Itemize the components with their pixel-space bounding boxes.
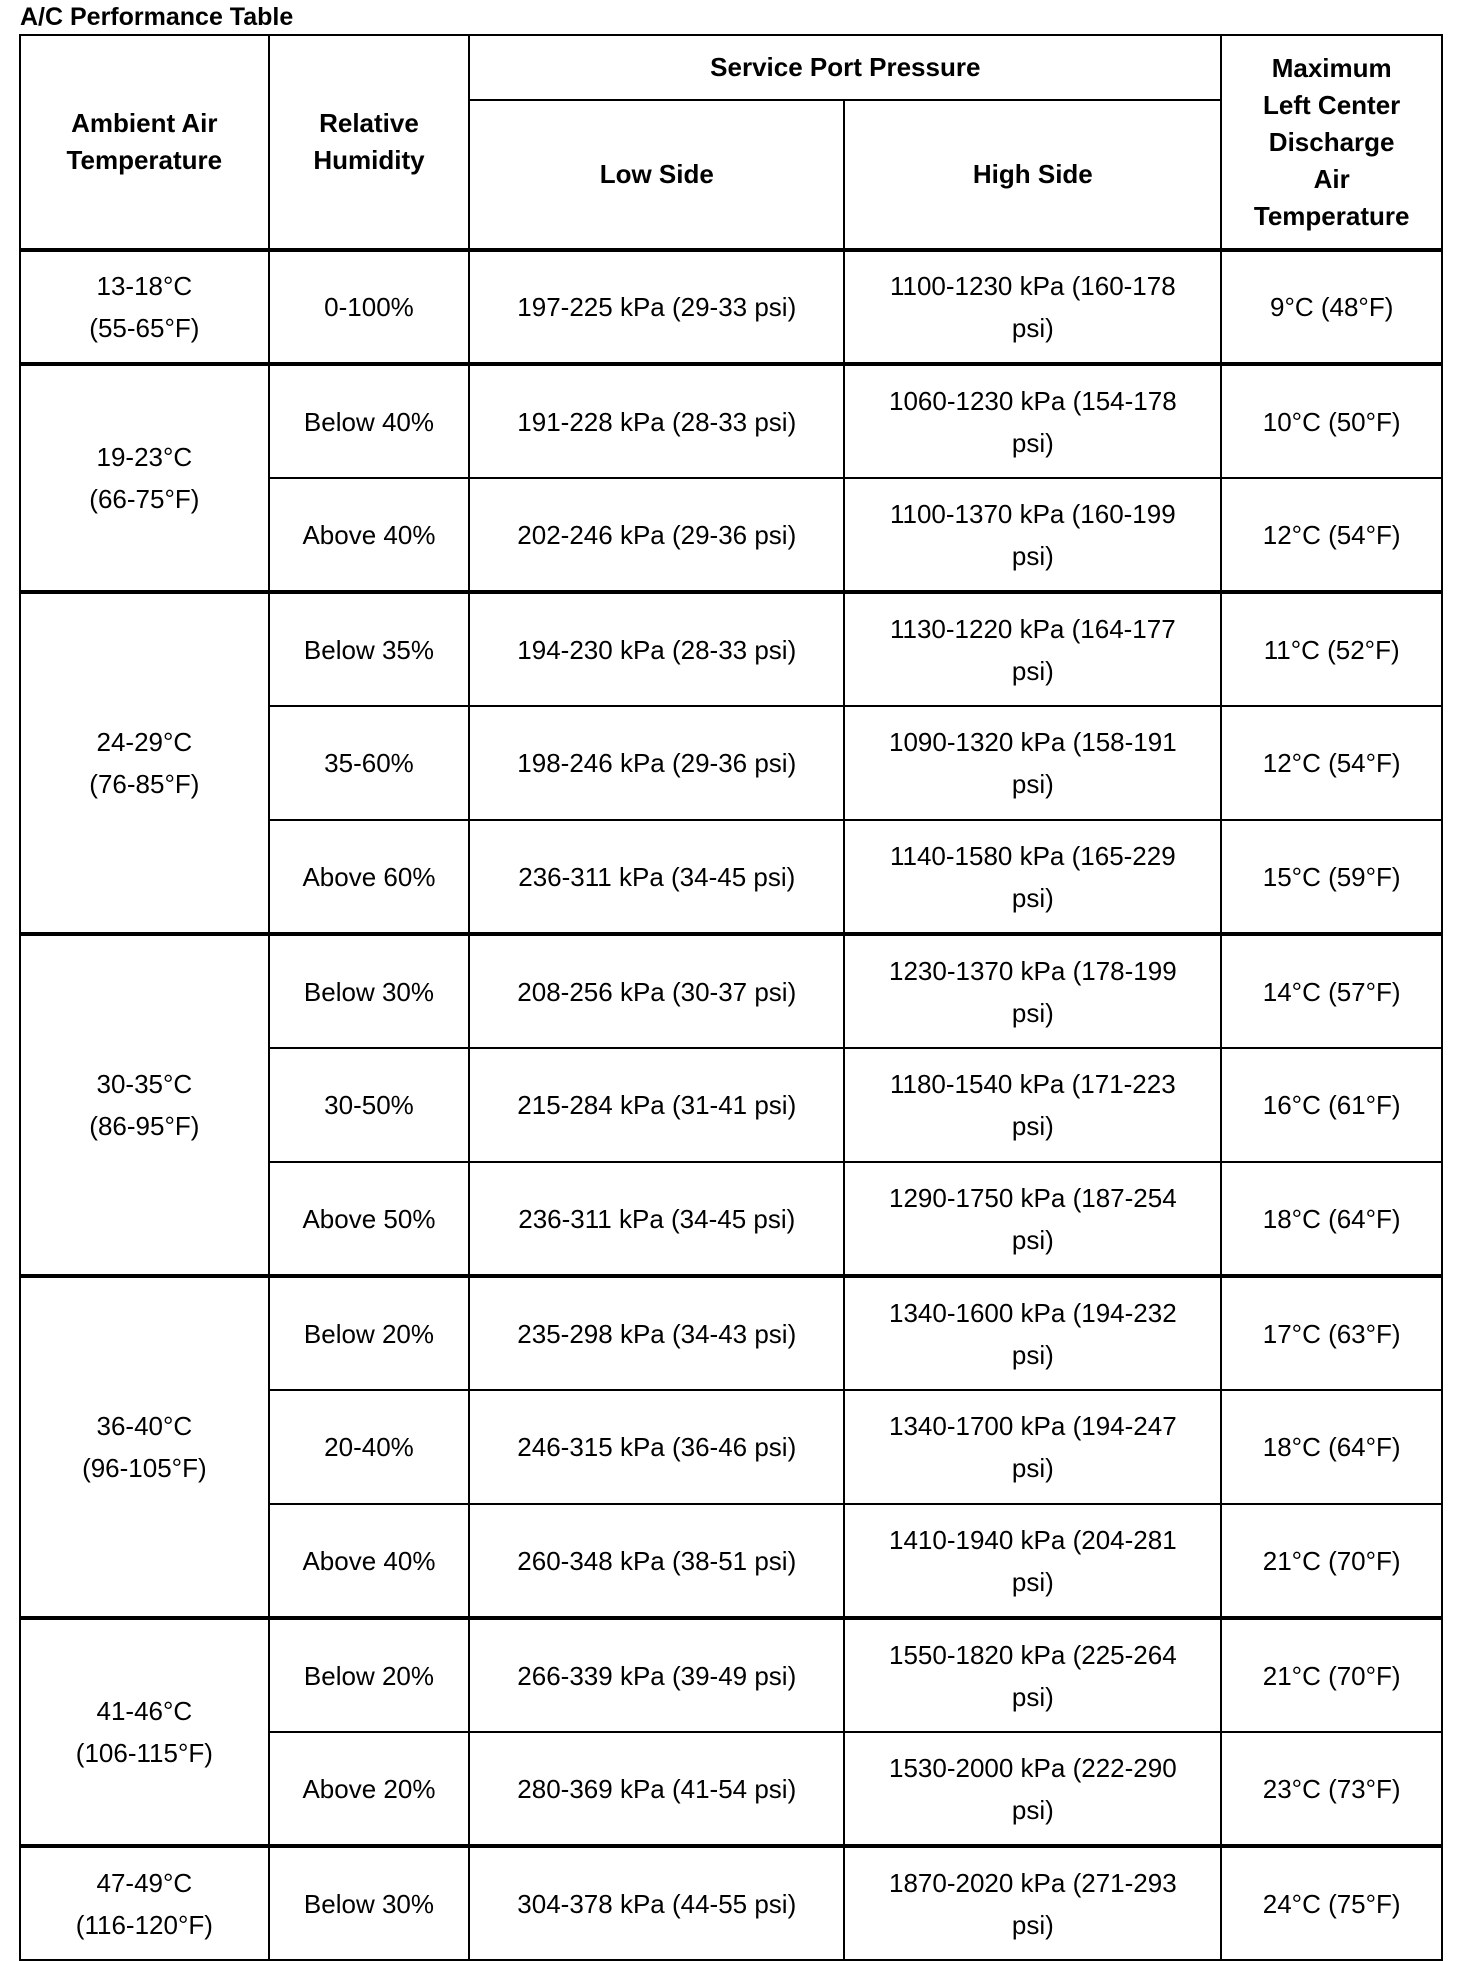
table-row — [20, 1618, 1442, 1732]
low-side-cell: 202-246 kPa (29-36 psi) — [469, 478, 844, 592]
high-side-cell: 1550-1820 kPa (225-264 psi) — [844, 1618, 1221, 1732]
low-side-cell: 304-378 kPa (44-55 psi) — [469, 1846, 844, 1960]
ambient-temperature-cell: 13-18°C (55-65°F) — [20, 250, 269, 364]
high-side-cell: 1530-2000 kPa (222-290 psi) — [844, 1732, 1221, 1846]
humidity-cell: Below 40% — [269, 364, 470, 478]
ambient-temperature-cell: 19-23°C (66-75°F) — [20, 364, 269, 592]
low-side-cell: 194-230 kPa (28-33 psi) — [469, 592, 844, 706]
high-side-cell: 1060-1230 kPa (154-178 psi) — [844, 364, 1221, 478]
table-row — [20, 250, 1442, 364]
humidity-cell: Above 40% — [269, 1504, 470, 1618]
table-row — [20, 1276, 1442, 1390]
max-discharge-temp-cell: 17°C (63°F) — [1221, 1276, 1442, 1390]
humidity-cell: Below 20% — [269, 1618, 470, 1732]
max-discharge-temp-cell: 12°C (54°F) — [1221, 706, 1442, 820]
max-discharge-temp-cell: 24°C (75°F) — [1221, 1846, 1442, 1960]
low-side-cell: 236-311 kPa (34-45 psi) — [469, 1162, 844, 1276]
humidity-cell: Below 35% — [269, 592, 470, 706]
humidity-cell: Above 40% — [269, 478, 470, 592]
high-side-cell: 1140-1580 kPa (165-229 psi) — [844, 820, 1221, 934]
ac-performance-table — [19, 34, 1443, 1961]
low-side-cell: 198-246 kPa (29-36 psi) — [469, 706, 844, 820]
low-side-cell: 235-298 kPa (34-43 psi) — [469, 1276, 844, 1390]
humidity-cell: Above 20% — [269, 1732, 470, 1846]
page-title: A/C Performance Table — [20, 3, 294, 31]
table-row — [20, 1846, 1442, 1960]
humidity-cell: 35-60% — [269, 706, 470, 820]
table-row — [20, 364, 1442, 478]
ambient-temperature-cell: 41-46°C (106-115°F) — [20, 1618, 269, 1846]
header-ambient-air-temperature: Ambient Air Temperature — [20, 35, 269, 250]
max-discharge-temp-cell: 16°C (61°F) — [1221, 1048, 1442, 1162]
high-side-cell: 1340-1600 kPa (194-232 psi) — [844, 1276, 1221, 1390]
max-discharge-temp-cell: 15°C (59°F) — [1221, 820, 1442, 934]
high-side-cell: 1340-1700 kPa (194-247 psi) — [844, 1390, 1221, 1504]
max-discharge-temp-cell: 21°C (70°F) — [1221, 1504, 1442, 1618]
ambient-temperature-cell: 47-49°C (116-120°F) — [20, 1846, 269, 1960]
table-row — [20, 592, 1442, 706]
max-discharge-temp-cell: 18°C (64°F) — [1221, 1390, 1442, 1504]
max-discharge-temp-cell: 11°C (52°F) — [1221, 592, 1442, 706]
low-side-cell: 260-348 kPa (38-51 psi) — [469, 1504, 844, 1618]
low-side-cell: 236-311 kPa (34-45 psi) — [469, 820, 844, 934]
high-side-cell: 1870-2020 kPa (271-293 psi) — [844, 1846, 1221, 1960]
header-high-side: High Side — [844, 100, 1221, 250]
humidity-cell: Below 20% — [269, 1276, 470, 1390]
humidity-cell: Above 60% — [269, 820, 470, 934]
humidity-cell: 20-40% — [269, 1390, 470, 1504]
high-side-cell: 1230-1370 kPa (178-199 psi) — [844, 934, 1221, 1048]
header-service-port-pressure: Service Port Pressure — [469, 35, 1221, 100]
high-side-cell: 1130-1220 kPa (164-177 psi) — [844, 592, 1221, 706]
high-side-cell: 1290-1750 kPa (187-254 psi) — [844, 1162, 1221, 1276]
low-side-cell: 197-225 kPa (29-33 psi) — [469, 250, 844, 364]
max-discharge-temp-cell: 18°C (64°F) — [1221, 1162, 1442, 1276]
high-side-cell: 1410-1940 kPa (204-281 psi) — [844, 1504, 1221, 1618]
max-discharge-temp-cell: 10°C (50°F) — [1221, 364, 1442, 478]
header-low-side: Low Side — [469, 100, 844, 250]
high-side-cell: 1100-1230 kPa (160-178 psi) — [844, 250, 1221, 364]
ambient-temperature-cell: 36-40°C (96-105°F) — [20, 1276, 269, 1618]
max-discharge-temp-cell: 21°C (70°F) — [1221, 1618, 1442, 1732]
humidity-cell: Below 30% — [269, 1846, 470, 1960]
high-side-cell: 1090-1320 kPa (158-191 psi) — [844, 706, 1221, 820]
max-discharge-temp-cell: 12°C (54°F) — [1221, 478, 1442, 592]
humidity-cell: Below 30% — [269, 934, 470, 1048]
max-discharge-temp-cell: 23°C (73°F) — [1221, 1732, 1442, 1846]
table-body — [20, 250, 1442, 1960]
low-side-cell: 280-369 kPa (41-54 psi) — [469, 1732, 844, 1846]
high-side-cell: 1100-1370 kPa (160-199 psi) — [844, 478, 1221, 592]
max-discharge-temp-cell: 14°C (57°F) — [1221, 934, 1442, 1048]
header-max-discharge-air-temperature: Maximum Left Center Discharge Air Temperature — [1221, 35, 1442, 250]
header-relative-humidity: Relative Humidity — [269, 35, 470, 250]
table-row — [20, 934, 1442, 1048]
max-discharge-temp-cell: 9°C (48°F) — [1221, 250, 1442, 364]
humidity-cell: Above 50% — [269, 1162, 470, 1276]
humidity-cell: 0-100% — [269, 250, 470, 364]
low-side-cell: 208-256 kPa (30-37 psi) — [469, 934, 844, 1048]
ambient-temperature-cell: 30-35°C (86-95°F) — [20, 934, 269, 1276]
low-side-cell: 246-315 kPa (36-46 psi) — [469, 1390, 844, 1504]
low-side-cell: 215-284 kPa (31-41 psi) — [469, 1048, 844, 1162]
high-side-cell: 1180-1540 kPa (171-223 psi) — [844, 1048, 1221, 1162]
low-side-cell: 266-339 kPa (39-49 psi) — [469, 1618, 844, 1732]
ambient-temperature-cell: 24-29°C (76-85°F) — [20, 592, 269, 934]
low-side-cell: 191-228 kPa (28-33 psi) — [469, 364, 844, 478]
humidity-cell: 30-50% — [269, 1048, 470, 1162]
